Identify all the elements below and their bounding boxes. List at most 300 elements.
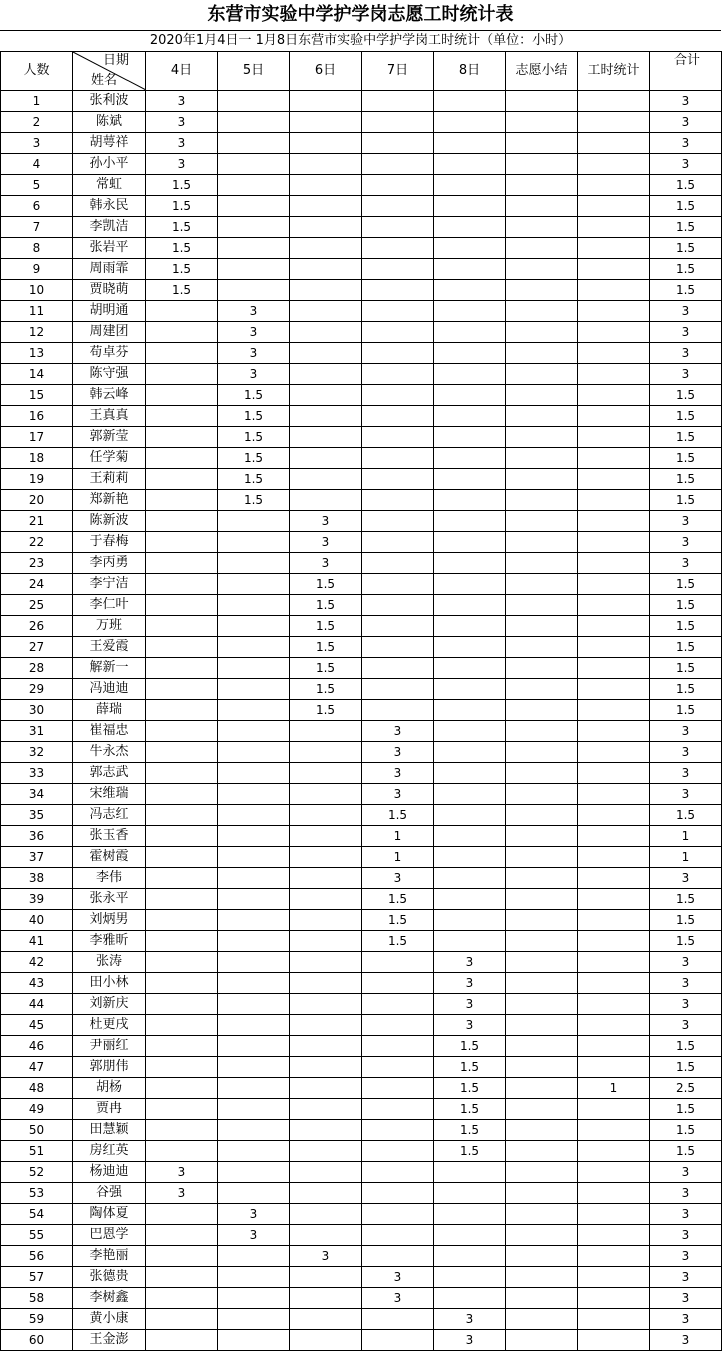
- name-cell[interactable]: 杨迪迪: [73, 1162, 146, 1183]
- day-6-cell[interactable]: [290, 1330, 362, 1351]
- summary-cell[interactable]: [506, 301, 578, 322]
- day-5-cell[interactable]: 1.5: [218, 490, 290, 511]
- row-number[interactable]: 20: [1, 490, 73, 511]
- summary-cell[interactable]: [506, 1099, 578, 1120]
- name-cell[interactable]: 张德贵: [73, 1267, 146, 1288]
- total-cell[interactable]: 1.5: [650, 385, 722, 406]
- summary-cell[interactable]: [506, 805, 578, 826]
- row-number[interactable]: 7: [1, 217, 73, 238]
- total-cell[interactable]: 3: [650, 868, 722, 889]
- day-5-cell[interactable]: [218, 679, 290, 700]
- day-5-cell[interactable]: [218, 217, 290, 238]
- day-7-cell[interactable]: [362, 343, 434, 364]
- day-5-cell[interactable]: [218, 511, 290, 532]
- name-cell[interactable]: 常虹: [73, 175, 146, 196]
- day-7-cell[interactable]: [362, 175, 434, 196]
- day-5-cell[interactable]: [218, 742, 290, 763]
- day-4-cell[interactable]: [146, 1330, 218, 1351]
- day-8-cell[interactable]: 3: [434, 1015, 506, 1036]
- day-4-cell[interactable]: 3: [146, 112, 218, 133]
- hours-cell[interactable]: [578, 805, 650, 826]
- summary-cell[interactable]: [506, 973, 578, 994]
- total-cell[interactable]: 3: [650, 1330, 722, 1351]
- row-number[interactable]: 30: [1, 700, 73, 721]
- total-cell[interactable]: 1.5: [650, 196, 722, 217]
- name-cell[interactable]: 王爱霞: [73, 637, 146, 658]
- day-7-cell[interactable]: [362, 532, 434, 553]
- day-4-cell[interactable]: [146, 784, 218, 805]
- day-4-cell[interactable]: [146, 952, 218, 973]
- day-4-cell[interactable]: [146, 1267, 218, 1288]
- day-7-cell[interactable]: 1: [362, 826, 434, 847]
- name-cell[interactable]: 李雅昕: [73, 931, 146, 952]
- day-5-cell[interactable]: 1.5: [218, 427, 290, 448]
- day-6-cell[interactable]: [290, 889, 362, 910]
- day-5-cell[interactable]: [218, 910, 290, 931]
- summary-cell[interactable]: [506, 1057, 578, 1078]
- row-number[interactable]: 46: [1, 1036, 73, 1057]
- day-7-cell[interactable]: [362, 1078, 434, 1099]
- name-cell[interactable]: 陈守强: [73, 364, 146, 385]
- row-number[interactable]: 5: [1, 175, 73, 196]
- summary-cell[interactable]: [506, 112, 578, 133]
- day-5-cell[interactable]: 3: [218, 1204, 290, 1225]
- row-number[interactable]: 11: [1, 301, 73, 322]
- day-5-cell[interactable]: [218, 1162, 290, 1183]
- summary-cell[interactable]: [506, 679, 578, 700]
- summary-cell[interactable]: [506, 1162, 578, 1183]
- day-8-cell[interactable]: [434, 1246, 506, 1267]
- total-cell[interactable]: 1.5: [650, 700, 722, 721]
- day-8-cell[interactable]: 1.5: [434, 1078, 506, 1099]
- name-cell[interactable]: 杜更戌: [73, 1015, 146, 1036]
- hours-cell[interactable]: [578, 910, 650, 931]
- summary-cell[interactable]: [506, 1015, 578, 1036]
- hours-cell[interactable]: [578, 322, 650, 343]
- day-7-cell[interactable]: [362, 1309, 434, 1330]
- day-4-cell[interactable]: [146, 1078, 218, 1099]
- summary-cell[interactable]: [506, 238, 578, 259]
- day-5-cell[interactable]: [218, 826, 290, 847]
- total-cell[interactable]: 3: [650, 1015, 722, 1036]
- name-cell[interactable]: 韩永民: [73, 196, 146, 217]
- day-6-cell[interactable]: [290, 1288, 362, 1309]
- day-7-cell[interactable]: [362, 1330, 434, 1351]
- day-6-cell[interactable]: [290, 364, 362, 385]
- day-5-cell[interactable]: [218, 1267, 290, 1288]
- hours-cell[interactable]: [578, 826, 650, 847]
- hours-cell[interactable]: [578, 1183, 650, 1204]
- total-cell[interactable]: 3: [650, 1309, 722, 1330]
- day-4-cell[interactable]: [146, 1309, 218, 1330]
- header-day-6[interactable]: 6日: [290, 52, 362, 91]
- hours-cell[interactable]: 1: [578, 1078, 650, 1099]
- total-cell[interactable]: 3: [650, 1267, 722, 1288]
- total-cell[interactable]: 1.5: [650, 217, 722, 238]
- day-7-cell[interactable]: [362, 1120, 434, 1141]
- total-cell[interactable]: 1.5: [650, 658, 722, 679]
- name-cell[interactable]: 张涛: [73, 952, 146, 973]
- hours-cell[interactable]: [578, 763, 650, 784]
- row-number[interactable]: 37: [1, 847, 73, 868]
- summary-cell[interactable]: [506, 133, 578, 154]
- day-5-cell[interactable]: [218, 238, 290, 259]
- day-4-cell[interactable]: [146, 364, 218, 385]
- hours-cell[interactable]: [578, 133, 650, 154]
- name-cell[interactable]: 李宁洁: [73, 574, 146, 595]
- day-5-cell[interactable]: [218, 658, 290, 679]
- summary-cell[interactable]: [506, 658, 578, 679]
- day-6-cell[interactable]: [290, 175, 362, 196]
- total-cell[interactable]: 3: [650, 1288, 722, 1309]
- name-cell[interactable]: 田小林: [73, 973, 146, 994]
- day-5-cell[interactable]: [218, 700, 290, 721]
- day-5-cell[interactable]: [218, 763, 290, 784]
- name-cell[interactable]: 苟卓芬: [73, 343, 146, 364]
- total-cell[interactable]: 3: [650, 553, 722, 574]
- day-6-cell[interactable]: [290, 847, 362, 868]
- day-8-cell[interactable]: [434, 364, 506, 385]
- day-6-cell[interactable]: [290, 868, 362, 889]
- summary-cell[interactable]: [506, 595, 578, 616]
- day-7-cell[interactable]: [362, 154, 434, 175]
- day-8-cell[interactable]: [434, 763, 506, 784]
- name-cell[interactable]: 郭新莹: [73, 427, 146, 448]
- day-4-cell[interactable]: [146, 616, 218, 637]
- summary-cell[interactable]: [506, 490, 578, 511]
- day-6-cell[interactable]: [290, 238, 362, 259]
- day-6-cell[interactable]: [290, 742, 362, 763]
- day-6-cell[interactable]: [290, 826, 362, 847]
- hours-cell[interactable]: [578, 91, 650, 112]
- hours-cell[interactable]: [578, 511, 650, 532]
- day-4-cell[interactable]: [146, 763, 218, 784]
- hours-cell[interactable]: [578, 616, 650, 637]
- day-6-cell[interactable]: [290, 217, 362, 238]
- summary-cell[interactable]: [506, 322, 578, 343]
- name-cell[interactable]: 万班: [73, 616, 146, 637]
- day-5-cell[interactable]: 3: [218, 364, 290, 385]
- hours-cell[interactable]: [578, 1330, 650, 1351]
- day-8-cell[interactable]: [434, 931, 506, 952]
- name-cell[interactable]: 胡杨: [73, 1078, 146, 1099]
- hours-cell[interactable]: [578, 532, 650, 553]
- row-number[interactable]: 40: [1, 910, 73, 931]
- summary-cell[interactable]: [506, 175, 578, 196]
- summary-cell[interactable]: [506, 1330, 578, 1351]
- day-5-cell[interactable]: 3: [218, 343, 290, 364]
- day-7-cell[interactable]: [362, 637, 434, 658]
- day-7-cell[interactable]: 3: [362, 784, 434, 805]
- day-8-cell[interactable]: [434, 826, 506, 847]
- day-6-cell[interactable]: 1.5: [290, 574, 362, 595]
- day-6-cell[interactable]: [290, 91, 362, 112]
- day-5-cell[interactable]: [218, 1036, 290, 1057]
- day-7-cell[interactable]: 1.5: [362, 910, 434, 931]
- header-date-name[interactable]: [73, 52, 146, 91]
- summary-cell[interactable]: [506, 343, 578, 364]
- row-number[interactable]: 34: [1, 784, 73, 805]
- total-cell[interactable]: 3: [650, 112, 722, 133]
- total-cell[interactable]: 1.5: [650, 637, 722, 658]
- total-cell[interactable]: 3: [650, 1246, 722, 1267]
- hours-cell[interactable]: [578, 196, 650, 217]
- day-8-cell[interactable]: [434, 553, 506, 574]
- day-8-cell[interactable]: [434, 889, 506, 910]
- row-number[interactable]: 43: [1, 973, 73, 994]
- header-day-4[interactable]: 4日: [146, 52, 218, 91]
- total-cell[interactable]: 1.5: [650, 238, 722, 259]
- day-7-cell[interactable]: [362, 994, 434, 1015]
- day-8-cell[interactable]: [434, 280, 506, 301]
- day-5-cell[interactable]: [218, 1141, 290, 1162]
- day-7-cell[interactable]: [362, 133, 434, 154]
- total-cell[interactable]: 3: [650, 301, 722, 322]
- row-number[interactable]: 2: [1, 112, 73, 133]
- hours-cell[interactable]: [578, 1246, 650, 1267]
- day-5-cell[interactable]: [218, 553, 290, 574]
- day-4-cell[interactable]: 3: [146, 133, 218, 154]
- day-8-cell[interactable]: 1.5: [434, 1141, 506, 1162]
- day-6-cell[interactable]: 1.5: [290, 700, 362, 721]
- row-number[interactable]: 33: [1, 763, 73, 784]
- name-cell[interactable]: 崔福忠: [73, 721, 146, 742]
- total-cell[interactable]: 1.5: [650, 805, 722, 826]
- day-8-cell[interactable]: [434, 91, 506, 112]
- summary-cell[interactable]: [506, 532, 578, 553]
- header-index[interactable]: 人数: [1, 52, 73, 91]
- day-5-cell[interactable]: [218, 868, 290, 889]
- day-8-cell[interactable]: [434, 679, 506, 700]
- row-number[interactable]: 29: [1, 679, 73, 700]
- day-6-cell[interactable]: 1.5: [290, 637, 362, 658]
- day-8-cell[interactable]: [434, 322, 506, 343]
- day-7-cell[interactable]: [362, 1162, 434, 1183]
- row-number[interactable]: 27: [1, 637, 73, 658]
- day-5-cell[interactable]: [218, 889, 290, 910]
- day-6-cell[interactable]: [290, 1162, 362, 1183]
- day-7-cell[interactable]: 3: [362, 742, 434, 763]
- day-8-cell[interactable]: [434, 1225, 506, 1246]
- hours-cell[interactable]: [578, 973, 650, 994]
- day-4-cell[interactable]: [146, 973, 218, 994]
- summary-cell[interactable]: [506, 826, 578, 847]
- day-8-cell[interactable]: 1.5: [434, 1057, 506, 1078]
- day-5-cell[interactable]: 3: [218, 1225, 290, 1246]
- summary-cell[interactable]: [506, 1246, 578, 1267]
- day-8-cell[interactable]: [434, 427, 506, 448]
- summary-cell[interactable]: [506, 952, 578, 973]
- day-6-cell[interactable]: [290, 721, 362, 742]
- day-7-cell[interactable]: [362, 259, 434, 280]
- name-cell[interactable]: 冯志红: [73, 805, 146, 826]
- day-6-cell[interactable]: [290, 259, 362, 280]
- name-cell[interactable]: 任学菊: [73, 448, 146, 469]
- hours-cell[interactable]: [578, 1099, 650, 1120]
- name-cell[interactable]: 陶体夏: [73, 1204, 146, 1225]
- row-number[interactable]: 41: [1, 931, 73, 952]
- day-7-cell[interactable]: 3: [362, 721, 434, 742]
- row-number[interactable]: 6: [1, 196, 73, 217]
- total-cell[interactable]: 1: [650, 826, 722, 847]
- day-4-cell[interactable]: 3: [146, 91, 218, 112]
- day-6-cell[interactable]: [290, 994, 362, 1015]
- day-6-cell[interactable]: [290, 448, 362, 469]
- hours-cell[interactable]: [578, 700, 650, 721]
- summary-cell[interactable]: [506, 868, 578, 889]
- name-cell[interactable]: 郑新艳: [73, 490, 146, 511]
- day-7-cell[interactable]: [362, 1204, 434, 1225]
- day-6-cell[interactable]: [290, 1078, 362, 1099]
- day-4-cell[interactable]: 1.5: [146, 217, 218, 238]
- day-4-cell[interactable]: [146, 1246, 218, 1267]
- row-number[interactable]: 60: [1, 1330, 73, 1351]
- total-cell[interactable]: 1.5: [650, 910, 722, 931]
- summary-cell[interactable]: [506, 616, 578, 637]
- header-day-8[interactable]: 8日: [434, 52, 506, 91]
- day-4-cell[interactable]: [146, 1015, 218, 1036]
- day-8-cell[interactable]: [434, 112, 506, 133]
- summary-cell[interactable]: [506, 196, 578, 217]
- day-4-cell[interactable]: [146, 1288, 218, 1309]
- name-cell[interactable]: 薛瑞: [73, 700, 146, 721]
- hours-cell[interactable]: [578, 994, 650, 1015]
- day-4-cell[interactable]: 1.5: [146, 175, 218, 196]
- hours-cell[interactable]: [578, 1036, 650, 1057]
- total-cell[interactable]: 3: [650, 511, 722, 532]
- day-8-cell[interactable]: [434, 784, 506, 805]
- name-cell[interactable]: 韩云峰: [73, 385, 146, 406]
- day-5-cell[interactable]: 1.5: [218, 406, 290, 427]
- day-4-cell[interactable]: 1.5: [146, 238, 218, 259]
- row-number[interactable]: 45: [1, 1015, 73, 1036]
- hours-cell[interactable]: [578, 721, 650, 742]
- row-number[interactable]: 17: [1, 427, 73, 448]
- day-7-cell[interactable]: [362, 301, 434, 322]
- name-cell[interactable]: 霍树霞: [73, 847, 146, 868]
- total-cell[interactable]: 1.5: [650, 1141, 722, 1162]
- name-cell[interactable]: 解新一: [73, 658, 146, 679]
- total-cell[interactable]: 1.5: [650, 679, 722, 700]
- name-cell[interactable]: 胡明通: [73, 301, 146, 322]
- name-cell[interactable]: 张永平: [73, 889, 146, 910]
- day-6-cell[interactable]: [290, 280, 362, 301]
- hours-cell[interactable]: [578, 784, 650, 805]
- row-number[interactable]: 57: [1, 1267, 73, 1288]
- name-cell[interactable]: 陈新波: [73, 511, 146, 532]
- hours-cell[interactable]: [578, 364, 650, 385]
- day-5-cell[interactable]: [218, 1057, 290, 1078]
- day-7-cell[interactable]: [362, 448, 434, 469]
- total-cell[interactable]: 1.5: [650, 280, 722, 301]
- day-8-cell[interactable]: [434, 406, 506, 427]
- total-cell[interactable]: 1.5: [650, 1036, 722, 1057]
- day-4-cell[interactable]: [146, 574, 218, 595]
- day-4-cell[interactable]: 1.5: [146, 196, 218, 217]
- day-7-cell[interactable]: [362, 1183, 434, 1204]
- name-cell[interactable]: 贾冉: [73, 1099, 146, 1120]
- day-6-cell[interactable]: [290, 1183, 362, 1204]
- summary-cell[interactable]: [506, 553, 578, 574]
- day-6-cell[interactable]: 1.5: [290, 595, 362, 616]
- hours-cell[interactable]: [578, 889, 650, 910]
- day-4-cell[interactable]: 3: [146, 1162, 218, 1183]
- name-cell[interactable]: 贾晓萌: [73, 280, 146, 301]
- day-5-cell[interactable]: [218, 637, 290, 658]
- day-4-cell[interactable]: [146, 721, 218, 742]
- row-number[interactable]: 24: [1, 574, 73, 595]
- day-5-cell[interactable]: [218, 1330, 290, 1351]
- name-cell[interactable]: 王真真: [73, 406, 146, 427]
- day-7-cell[interactable]: [362, 1036, 434, 1057]
- day-5-cell[interactable]: [218, 1288, 290, 1309]
- summary-cell[interactable]: [506, 910, 578, 931]
- day-8-cell[interactable]: [434, 637, 506, 658]
- row-number[interactable]: 25: [1, 595, 73, 616]
- day-8-cell[interactable]: [434, 343, 506, 364]
- day-5-cell[interactable]: [218, 616, 290, 637]
- day-6-cell[interactable]: [290, 1120, 362, 1141]
- day-6-cell[interactable]: [290, 406, 362, 427]
- day-5-cell[interactable]: [218, 1078, 290, 1099]
- day-6-cell[interactable]: 1.5: [290, 658, 362, 679]
- row-number[interactable]: 9: [1, 259, 73, 280]
- name-cell[interactable]: 李伟: [73, 868, 146, 889]
- total-cell[interactable]: 3: [650, 994, 722, 1015]
- row-number[interactable]: 47: [1, 1057, 73, 1078]
- summary-cell[interactable]: [506, 469, 578, 490]
- day-5-cell[interactable]: [218, 91, 290, 112]
- day-4-cell[interactable]: [146, 1120, 218, 1141]
- day-8-cell[interactable]: [434, 385, 506, 406]
- hours-cell[interactable]: [578, 217, 650, 238]
- day-8-cell[interactable]: 3: [434, 952, 506, 973]
- day-4-cell[interactable]: [146, 427, 218, 448]
- day-8-cell[interactable]: [434, 196, 506, 217]
- row-number[interactable]: 21: [1, 511, 73, 532]
- day-6-cell[interactable]: [290, 1015, 362, 1036]
- day-7-cell[interactable]: [362, 385, 434, 406]
- name-cell[interactable]: 李树鑫: [73, 1288, 146, 1309]
- total-cell[interactable]: 3: [650, 1225, 722, 1246]
- day-5-cell[interactable]: [218, 1120, 290, 1141]
- summary-cell[interactable]: [506, 1036, 578, 1057]
- hours-cell[interactable]: [578, 1225, 650, 1246]
- day-4-cell[interactable]: 3: [146, 154, 218, 175]
- total-cell[interactable]: 3: [650, 1162, 722, 1183]
- total-cell[interactable]: 3: [650, 364, 722, 385]
- day-8-cell[interactable]: [434, 469, 506, 490]
- total-cell[interactable]: 3: [650, 952, 722, 973]
- day-6-cell[interactable]: [290, 1267, 362, 1288]
- name-cell[interactable]: 牛永杰: [73, 742, 146, 763]
- day-7-cell[interactable]: [362, 679, 434, 700]
- day-7-cell[interactable]: [362, 112, 434, 133]
- summary-cell[interactable]: [506, 385, 578, 406]
- day-8-cell[interactable]: [434, 595, 506, 616]
- day-5-cell[interactable]: [218, 595, 290, 616]
- day-4-cell[interactable]: [146, 931, 218, 952]
- day-7-cell[interactable]: [362, 1246, 434, 1267]
- day-8-cell[interactable]: [434, 532, 506, 553]
- day-7-cell[interactable]: 1.5: [362, 931, 434, 952]
- row-number[interactable]: 38: [1, 868, 73, 889]
- name-cell[interactable]: 于春梅: [73, 532, 146, 553]
- day-4-cell[interactable]: [146, 532, 218, 553]
- day-7-cell[interactable]: [362, 616, 434, 637]
- name-cell[interactable]: 田慧颖: [73, 1120, 146, 1141]
- day-6-cell[interactable]: [290, 322, 362, 343]
